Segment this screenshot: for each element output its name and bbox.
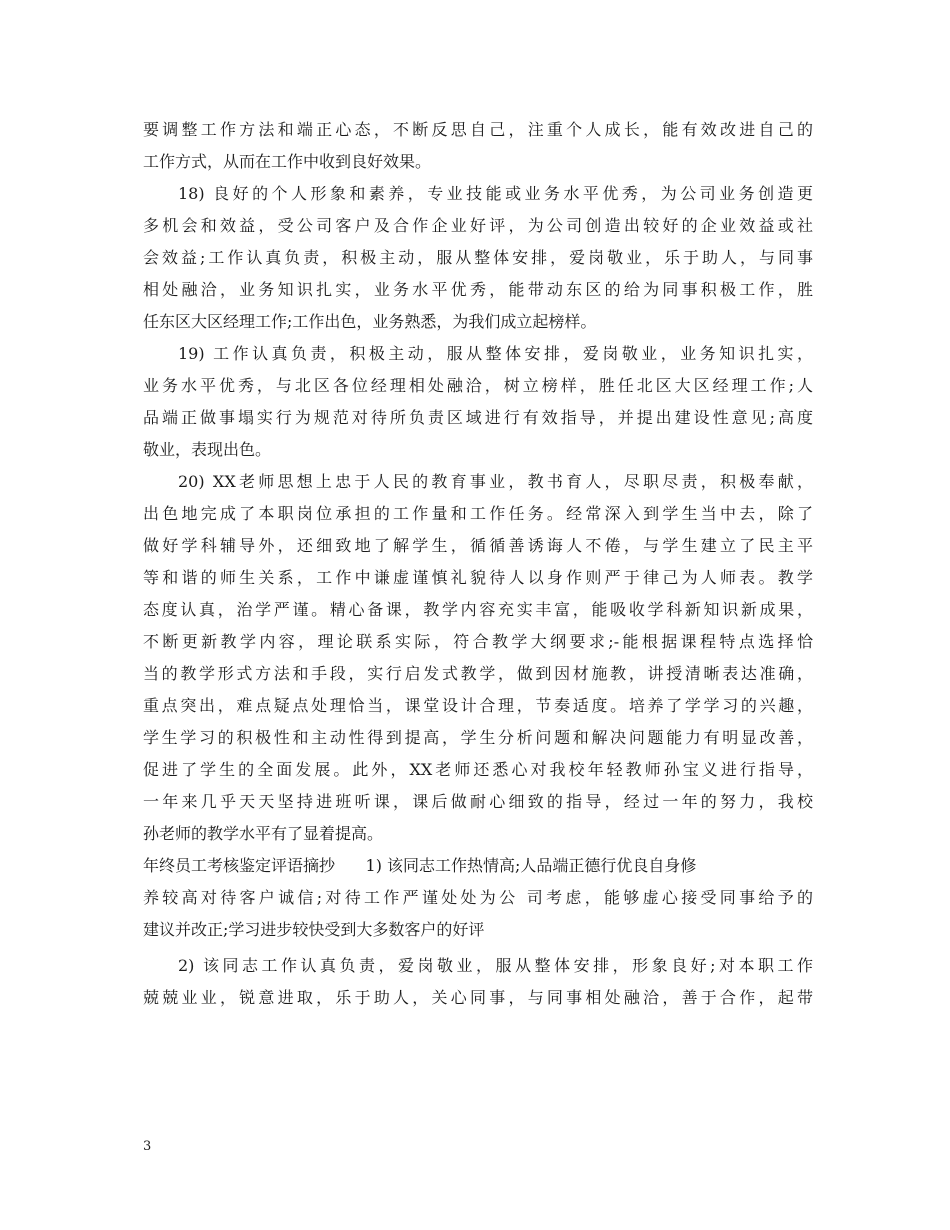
text-line: 19) 工作认真负责，积极主动，服从整体安排，爱岗敬业，业务知识扎实， [178,344,813,363]
text-line: 20) XX老师思想上忠于人民的教育事业，教书育人，尽职尽责，积极奉献， [178,472,813,491]
text-line: 18) 良好的个人形象和素养，专业技能或业务水平优秀，为公司业务创造更 [178,184,813,203]
text-line: 养较高对待客户诚信;对待工作严谨处处为公 司考虑，能够虚心接受同事给予的 [143,888,813,907]
text-line: 多机会和效益，受公司客户及合作企业好评，为公司创造出较好的企业效益或社 [143,216,813,235]
page-number: 3 [143,1139,152,1154]
text-line: 任东区大区经理工作;工作出色，业务熟悉，为我们成立起榜样。 [143,312,597,331]
text-line: 兢兢业业，锐意进取，乐于助人，关心同事，与同事相处融洽，善于合作，起带 [143,988,813,1007]
text-line: 年终员工考核鉴定评语摘抄 1) 该同志工作热情高;人品端正德行优良自身修 [143,856,697,875]
text-line: 2) 该同志工作认真负责，爱岗敬业，服从整体安排，形象良好;对本职工作 [178,956,813,975]
text-line: 不断更新教学内容，理论联系实际，符合教学大纲要求;-能根据课程特点选择恰 [143,632,813,651]
text-line: 业务水平优秀，与北区各位经理相处融洽，树立榜样，胜任北区大区经理工作;人 [143,376,813,395]
text-line: 促进了学生的全面发展。此外，XX老师还悉心对我校年轻教师孙宝义进行指导， [143,760,813,779]
text-line: 工作方式，从而在工作中收到良好效果。 [143,152,432,171]
text-line: 等和谐的师生关系，工作中谦虚谨慎礼貌待人以身作则严于律己为人师表。教学 [143,568,813,587]
text-line: 出色地完成了本职岗位承担的工作量和工作任务。经常深入到学生当中去，除了 [143,504,813,523]
document-body [143,114,813,1014]
text-line: 学生学习的积极性和主动性得到提高，学生分析问题和解决问题能力有明显改善， [143,728,813,747]
text-line: 一年来几乎天天坚持进班听课，课后做耐心细致的指导，经过一年的努力，我校 [143,792,813,811]
text-line: 敬业，表现出色。 [143,440,272,459]
text-line: 当的教学形式方法和手段，实行启发式教学，做到因材施教，讲授清晰表达准确， [143,664,813,683]
text-line: 建议并改正;学习进步较快受到大多数客户的好评 [143,920,485,939]
text-line: 态度认真，治学严谨。精心备课，教学内容充实丰富，能吸收学科新知识新成果， [143,600,813,619]
text-line: 品端正做事塌实行为规范对待所负责区域进行有效指导，并提出建设性意见;高度 [143,408,813,427]
text-line: 要调整工作方法和端正心态，不断反思自己，注重个人成长，能有效改进自己的 [143,120,813,139]
text-line: 会效益;工作认真负责，积极主动，服从整体安排，爱岗敬业，乐于助人，与同事 [143,248,813,267]
text-line: 相处融洽，业务知识扎实，业务水平优秀，能带动东区的给为同事积极工作，胜 [143,280,813,299]
text-line: 做好学科辅导外，还细致地了解学生，循循善诱诲人不倦，与学生建立了民主平 [143,536,813,555]
text-line: 重点突出，难点疑点处理恰当，课堂设计合理，节奏适度。培养了学学习的兴趣， [143,696,813,715]
text-line: 孙老师的教学水平有了显着提高。 [143,824,384,843]
